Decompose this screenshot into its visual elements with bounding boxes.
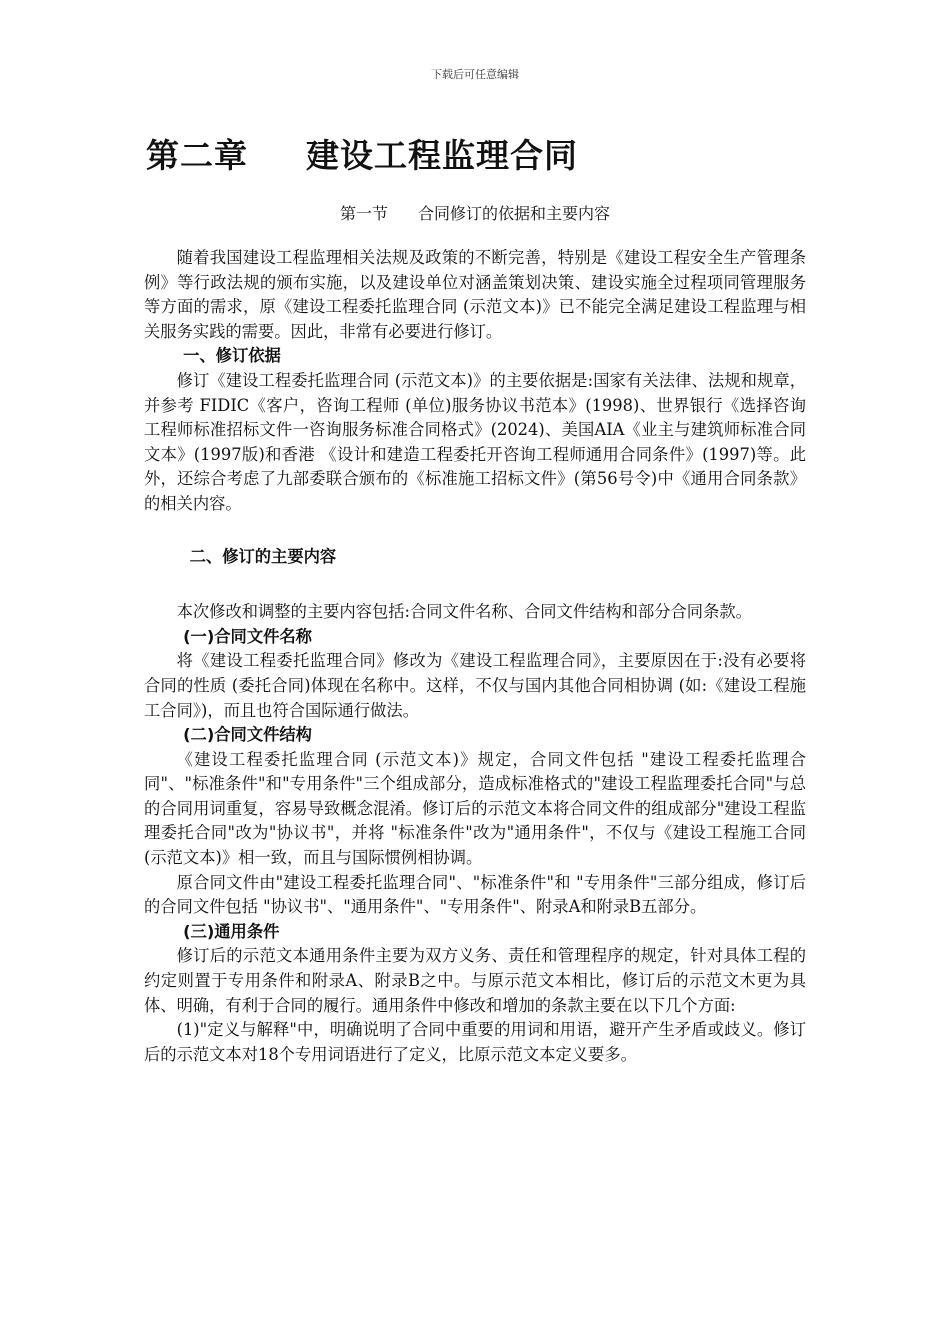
- chapter-heading: [146, 130, 578, 177]
- general-conditions-paragraph: 修订后的示范文本通用条件主要为双方义务、责任和管理程序的规定，针对具体工程的约定则置于专用条件和附录A、附录B之中。与原示范文本相比，修订后的示范文木更为具体、明确，有利于合同的履行。通用条件中修改和增加的条款主要在以下几个方面:: [144, 946, 806, 1015]
- contract-name-paragraph: 将《建设工程委托监理合同》修改为《建设工程监理合同》，主要原因在于:没有必要将合同的性质 (委托合同)体现在名称中。这样，不仅与国内其他合同相协调 (如:《建设工程施工合同》)，而且也符合国际通行做法。: [144, 651, 806, 720]
- section-number: 第一节: [339, 204, 388, 223]
- intro-paragraph: 随着我国建设工程监理相关法规及政策的不断完善，特别是《建设工程安全生产管理条例》等行政法规的颁布实施，以及建设单位对涵盖策划决策、建设实施全过程项同管理服务等方面的需求，原《建设工程委托监理合同 (示范文本)》已不能完全满足建设工程监理与相关服务实践的需要。因此，非常有必要进行修订。: [144, 248, 806, 341]
- heading-main-content: 二、修订的主要内容: [189, 546, 337, 566]
- subheading-contract-structure: (二)合同文件结构: [183, 725, 312, 745]
- contract-structure-paragraph-1: 《建设工程委托监理合同 (示范文本)》规定，合同文件包括 "建设工程委托监理合同"、"标准条件"和"专用条件"三个组成部分，造成标准格式的"建设工程监理委托合同"与总的合同用词重复，容易导致概念混淆。修订后的示范文本将合同文件的组成部分"建设工程监理委托合同"改为"协议书"，并将 "标准条件"改为"通用条件"，不仅与《建设工程施工合同 (示范文本)》相一致，而且与国际惯例相协调。: [144, 749, 806, 868]
- page-header: 下载后可任意编辑: [431, 68, 519, 81]
- subheading-contract-name: (一)合同文件名称: [183, 626, 312, 646]
- basis-paragraph: 修订《建设工程委托监理合同 (示范文本)》的主要依据是:国家有关法律、法规和规章，并参考 FIDIC《客户，咨询工程师 (单位)服务协议书范本》(1998)、世界银行《选择咨询工程师标准招标文件一咨询服务标准合同格式》(2024)、美国AIA《业主与建筑师标准合同文本》(1997版)和香港 《设计和建造工程委托开咨询工程师通用合同条件》(1997)等。此外，还综合考虑了九部委联合颁布的《标准施工招标文件》(第56号令)中《通用合同条款》的相关内容。: [144, 370, 806, 513]
- chapter-number: 第二章: [146, 136, 248, 175]
- main-content-intro: 本次修改和调整的主要内容包括:合同文件名称、合同文件结构和部分合同条款。: [176, 602, 752, 622]
- definitions-item: (1)"定义与解释"中，明确说明了合同中重要的用词和用语，避开产生矛盾或歧义。修订后的示范文本对18个专用词语进行了定义，比原示范文本定义要多。: [144, 1020, 806, 1064]
- contract-structure-paragraph-2: 原合同文件由"建设工程委托监理合同"、"标准条件"和 "专用条件"三部分组成，修订后的合同文件包括 "协议书"、"通用条件"、"专用条件"、附录A和附录B五部分。: [144, 872, 806, 917]
- heading-revision-basis: 一、修订依据: [183, 346, 281, 366]
- document-body: [144, 246, 806, 1067]
- subheading-general-conditions: (三)通用条件: [183, 921, 280, 941]
- section-title: 合同修订的依据和主要内容: [418, 204, 611, 223]
- section-heading: [0, 201, 950, 224]
- chapter-title: 建设工程监理合同: [306, 136, 578, 175]
